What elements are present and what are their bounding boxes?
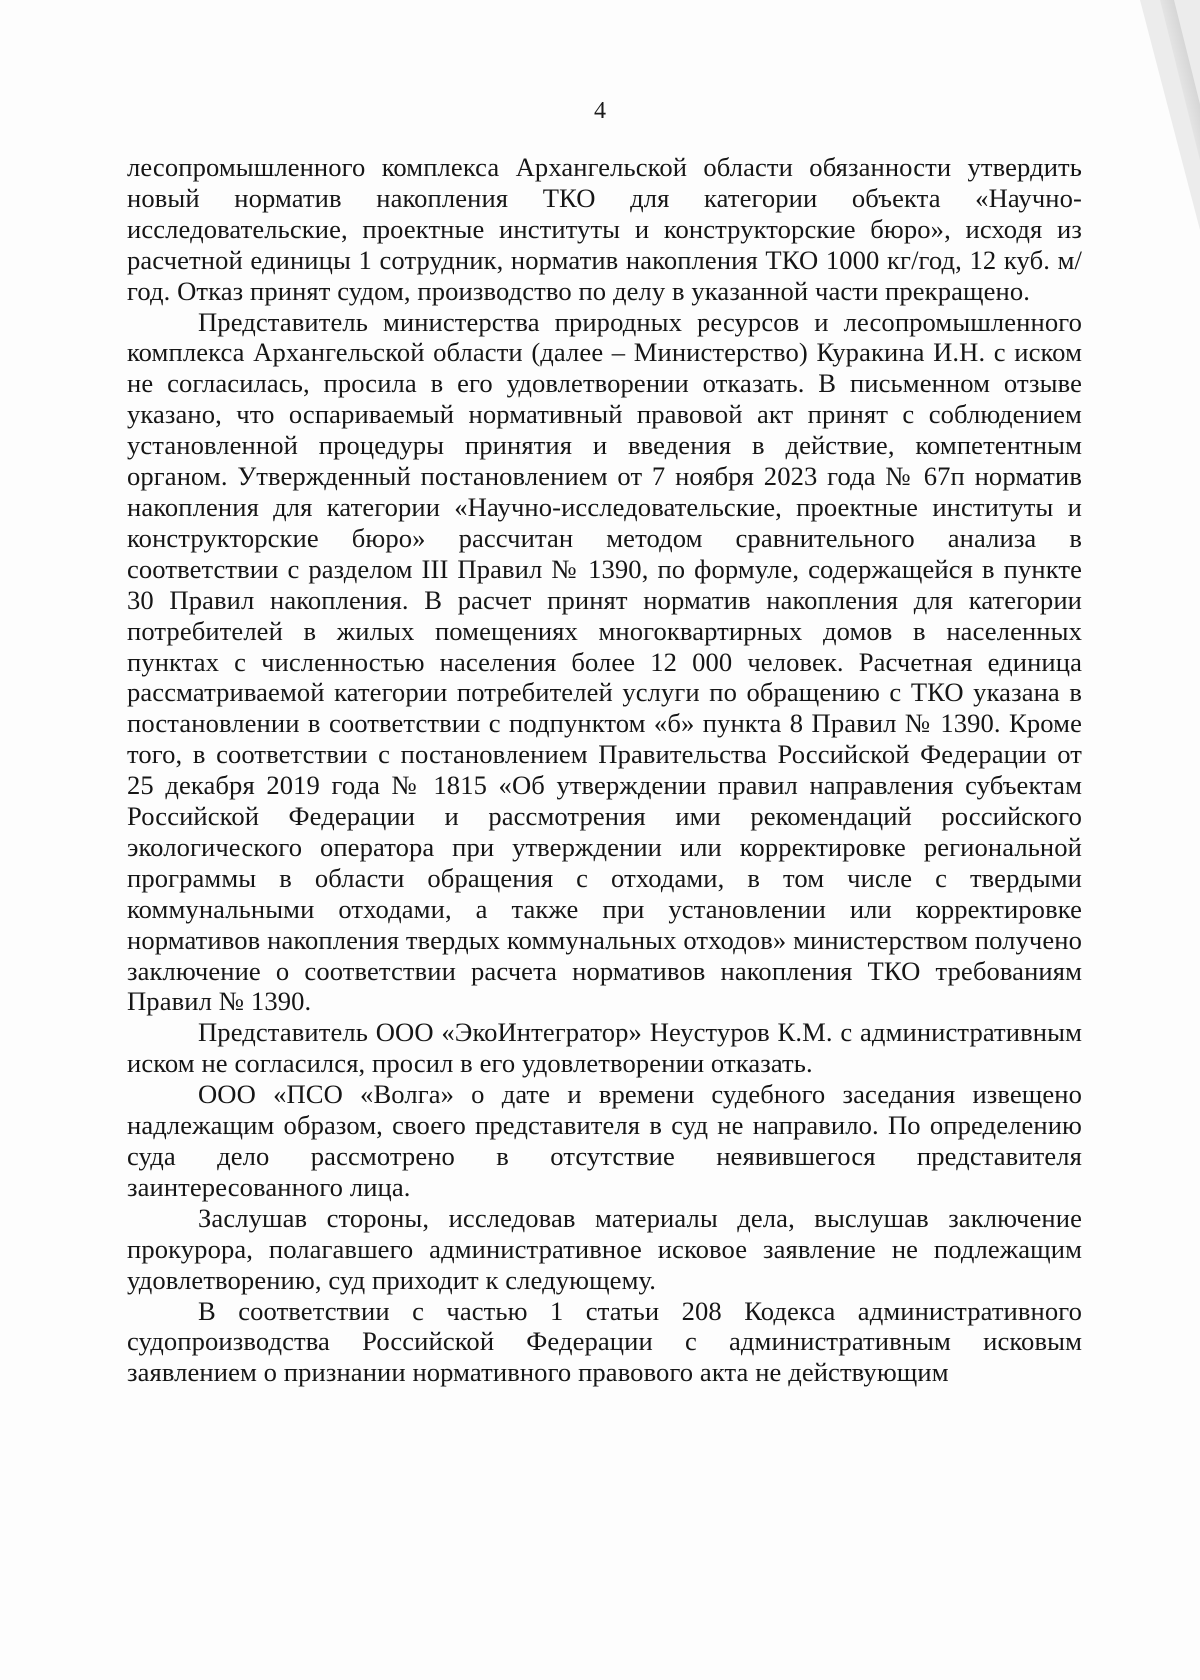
document-body bbox=[127, 152, 1082, 1388]
paragraph-court-hearing: Заслушав стороны, исследовав материалы дела, выслушав заключение прокурора, полагавшего административное исковое заявление не подлежащим удовлетворению, суд приходит к следующему. bbox=[127, 1202, 1082, 1295]
paragraph-pso-volga-absence: ООО «ПСО «Волга» о дате и времени судебного заседания извещено надлежащим образом, своего представителя в суд не направило. По определению суда дело рассмотрено в отсутствие неявившегося представителя заинтересованного лица. bbox=[127, 1079, 1082, 1202]
paragraph-legal-basis: В соответствии с частью 1 статьи 208 Кодекса административного судопроизводства Российской Федерации с административным исковым заявлением о признании нормативного правового акта не действующим bbox=[127, 1295, 1082, 1388]
paragraph-ecointegrator-position: Представитель ООО «ЭкоИнтегратор» Неустуров К.М. с административным иском не согласился, просил в его удовлетворении отказать. bbox=[127, 1017, 1082, 1079]
paragraph-ministry-position: Представитель министерства природных ресурсов и лесопромышленного комплекса Архангельской области (далее – Министерство) Куракина И.Н. с иском не согласилась, просила в его удовлетворении отказать. В письменном отзыве указано, что оспариваемый нормативный правовой акт принят с соблюдением установленной процедуры принятия и введения в действие, компетентным органом. Утвержденный постановлением от 7 ноября 2023 года № 67п норматив накопления для категории «Научно-исследовательские, проектные институты и конструкторские бюро» рассчитан методом сравнительного анализа в соответствии с разделом III Правил № 1390, по формуле, содержащейся в пункте 30 Правил накопления. В расчет принят норматив накопления для категории потребителей в жилых помещениях многоквартирных домов в населенных пунктах с численностью населения более 12 000 человек. Расчетная единица рассматриваемой категории потребителей услуги по обращению с ТКО указана в постановлении в соответствии с подпунктом «б» пункта 8 Правил № 1390. Кроме того, в соответствии с постановлением Правительства Российской Федерации от 25 декабря 2019 года № 1815 «Об утверждении правил направления субъектам Российской Федерации и рассмотрения ими рекомендаций российского экологического оператора при утверждении или корректировке региональной программы в области обращения с отходами, в том числе с твердыми коммунальными отходами, а также при установлении или корректировке нормативов накопления твердых коммунальных отходов» министерством получено заключение о соответствии расчета нормативов накопления ТКО требованиям Правил № 1390. bbox=[127, 306, 1082, 1017]
paragraph-continuation: лесопромышленного комплекса Архангельской области обязанности утвердить новый норматив накопления ТКО для категории объекта «Научно-исследовательские, проектные институты и конструкторские бюро», исходя из расчетной единицы 1 сотрудник, норматив накопления ТКО 1000 кг/год, 12 куб. м/год. Отказ принят судом, производство по делу в указанной части прекращено. bbox=[127, 152, 1082, 306]
page-number: 4 bbox=[594, 98, 606, 124]
